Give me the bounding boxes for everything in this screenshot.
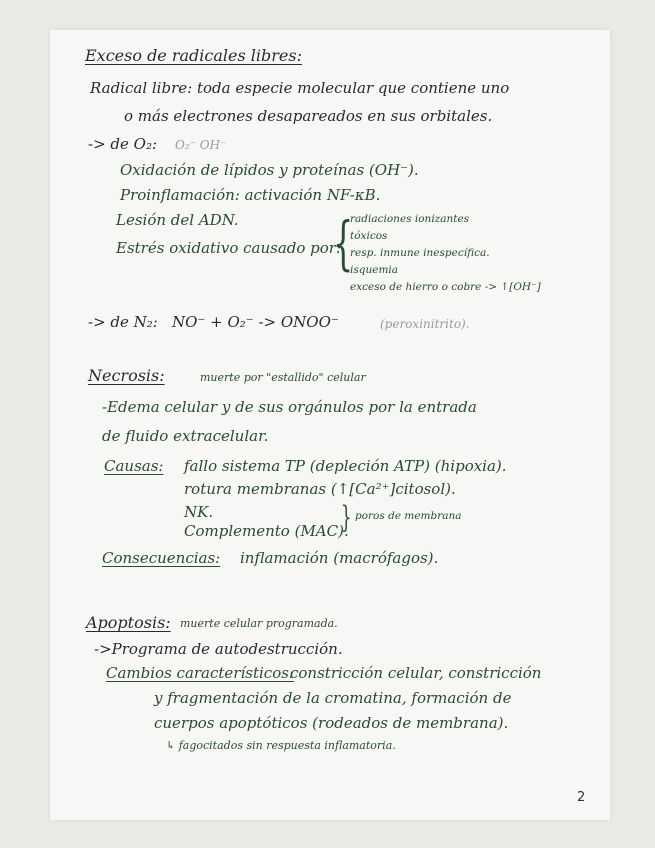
radical-definition-line: o más electrones desapareados en sus orbitales. <box>124 107 493 125</box>
o2-item: Oxidación de lípidos y proteínas (OH⁻). <box>120 161 419 179</box>
estres-label: Estrés oxidativo causado por: <box>116 239 342 257</box>
necrosis-line: de fluido extracelular. <box>102 427 269 445</box>
page-number: 2 <box>577 790 586 805</box>
cambios-label: Cambios característicos: <box>106 664 294 682</box>
section-title-apoptosis: Apoptosis: <box>86 613 171 632</box>
o2-item: Lesión del ADN. <box>116 211 239 229</box>
causa-item: rotura membranas (↑[Ca²⁺]citosol). <box>184 480 456 498</box>
section-title-radicales: Exceso de radicales libres: <box>85 46 302 65</box>
estres-cause: exceso de hierro o cobre -> ↑[OH⁻] <box>350 281 541 293</box>
o2-item: Proinflamación: activación NF-κB. <box>120 186 381 204</box>
poros-note: poros de membrana <box>355 510 462 522</box>
causas-label: Causas: <box>104 457 164 475</box>
cambios-line: y fragmentación de la cromatina, formación de <box>154 689 512 707</box>
consecuencias-label: Consecuencias: <box>102 549 221 567</box>
cambios-line: constricción celular, constricción <box>290 664 542 682</box>
causa-item: NK. <box>184 503 214 521</box>
estres-cause: radiaciones ionizantes <box>350 213 470 225</box>
consecuencias-text: inflamación (macrófagos). <box>240 549 439 567</box>
necrosis-definition: muerte por "estallido" celular <box>200 371 366 384</box>
n2-formula: NO⁻ + O₂⁻ -> ONOO⁻ <box>172 313 339 331</box>
notebook-page <box>50 30 610 820</box>
o2-heading: -> de O₂: <box>88 135 158 153</box>
section-title-necrosis: Necrosis: <box>88 366 165 385</box>
cambios-line: cuerpos apoptóticos (rodeados de membrana). <box>154 714 509 732</box>
estres-cause: resp. inmune inespecífica. <box>350 247 490 259</box>
brace: { <box>333 209 354 277</box>
fagocitados-note: ↳ fagocitados sin respuesta inflamatoria. <box>166 739 396 752</box>
causa-item: fallo sistema TP (depleción ATP) (hipoxia). <box>184 457 507 475</box>
necrosis-line: -Edema celular y de sus orgánulos por la entrada <box>102 398 477 416</box>
brace: } <box>341 500 352 535</box>
o2-species: O₂⁻ OH⁻ <box>175 138 227 152</box>
n2-note: (peroxinitrito). <box>380 317 470 331</box>
estres-cause: tóxicos <box>350 230 388 242</box>
n2-heading: -> de N₂: <box>88 313 158 331</box>
apoptosis-definition: muerte celular programada. <box>180 617 338 630</box>
radical-definition-line: Radical libre: toda especie molecular que contiene uno <box>90 79 510 97</box>
causa-item: Complemento (MAC). <box>184 522 349 540</box>
programa-line: ->Programa de autodestrucción. <box>94 640 343 658</box>
estres-cause: isquemia <box>350 264 399 276</box>
